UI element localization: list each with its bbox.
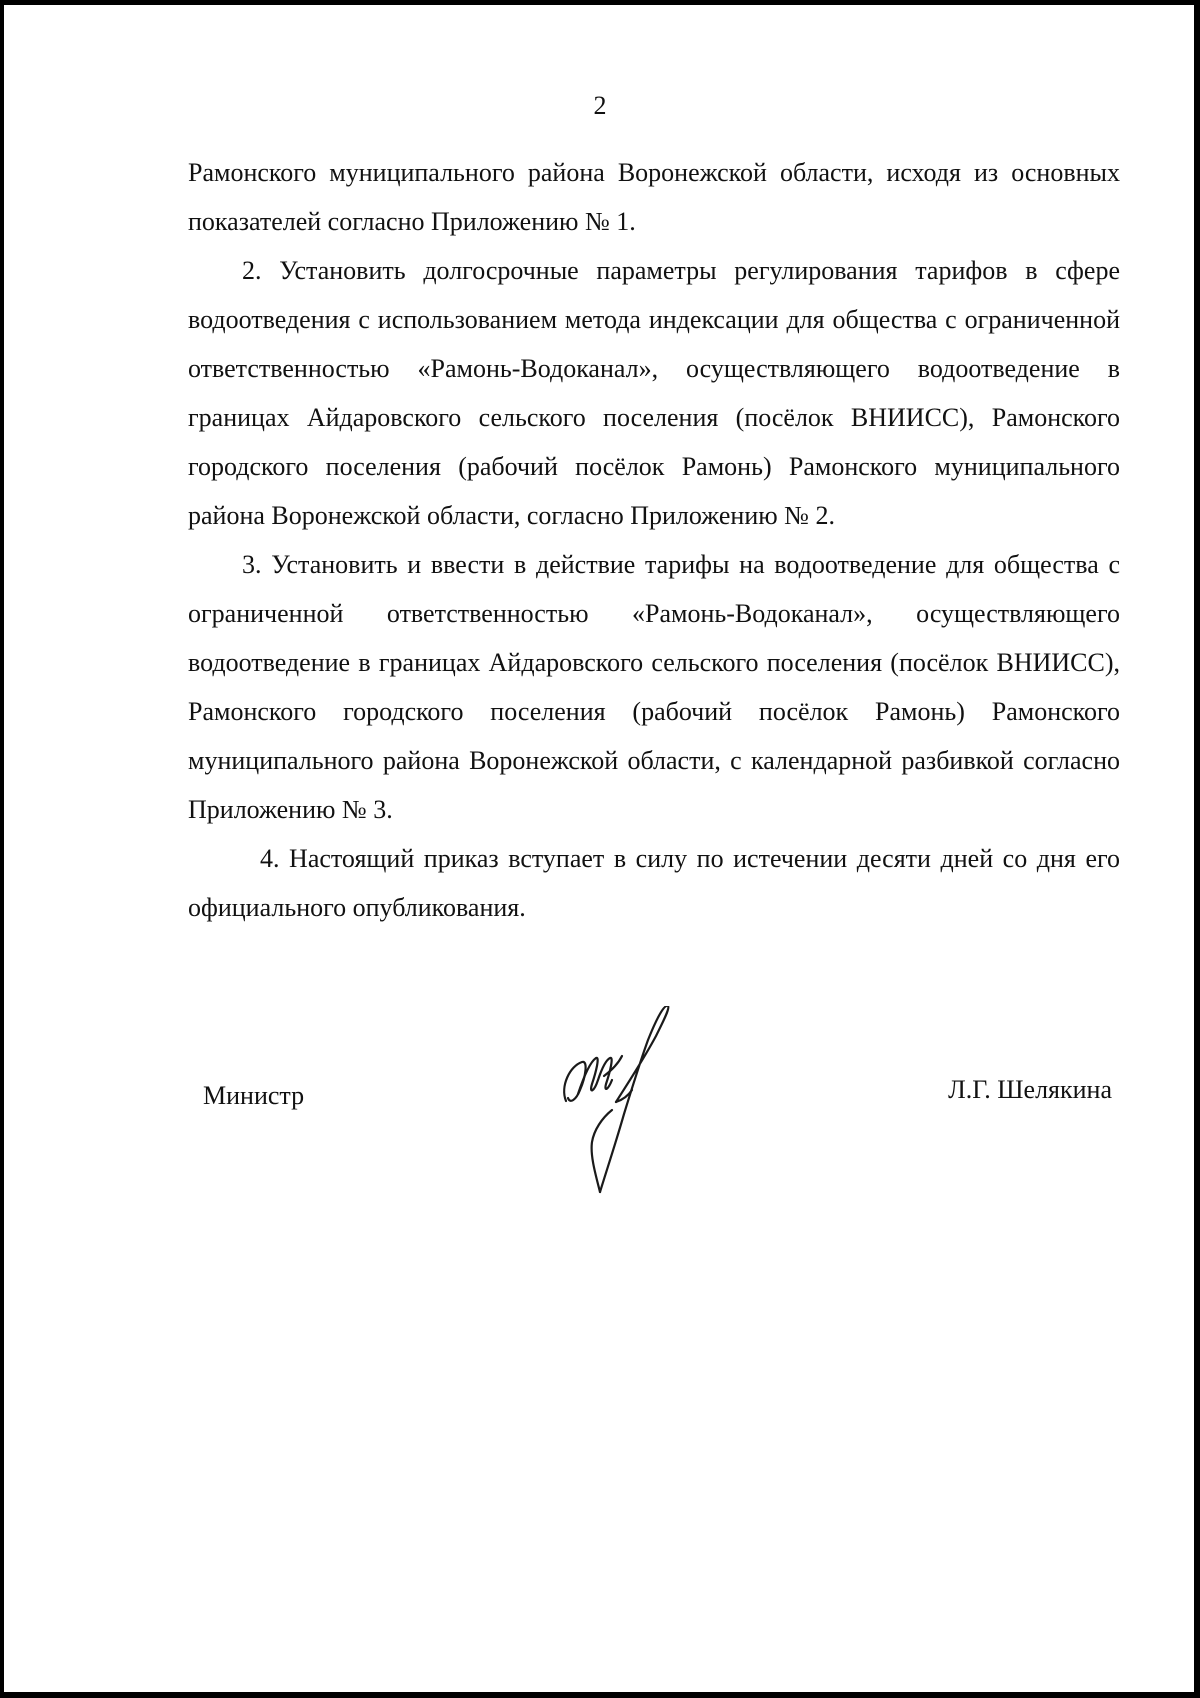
scan-border-top [0,0,1200,5]
signatory-position: Министр [203,1081,305,1110]
signatory-name: Л.Г. Шелякина [948,1075,1112,1104]
document-body [188,148,1120,932]
scan-border-bottom [0,1692,1200,1698]
paragraph-item-2: 2. Установить долгосрочные параметры регулирования тарифов в сфере водоотведения с использованием метода индексации для общества с ограниченной ответственностью «Рамонь-Водоканал», осуществляющего водоотведение в границах Айдаровского сельского поселения (посёлок ВНИИСС), Рамонского городского поселения (рабочий посёлок Рамонь) Рамонского муниципального района Воронежской области, согласно Приложению № 2. [188,256,1120,530]
scan-border-left [0,0,4,1698]
handwritten-signature [556,1006,716,1196]
paragraph-item-3: 3. Установить и ввести в действие тарифы на водоотведение для общества с ограниченной ответственностью «Рамонь-Водоканал», осуществляющего водоотведение в границах Айдаровского сельского поселения (посёлок ВНИИСС), Рамонского городского поселения (рабочий посёлок Рамонь) Рамонского муниципального района Воронежской области, с календарной разбивкой согласно Приложению № 3. [188,550,1120,824]
paragraph-continuation: Рамонского муниципального района Воронежской области, исходя из основных показателей согласно Приложению № 1. [188,158,1120,236]
paragraph-item-4: 4. Настоящий приказ вступает в силу по истечении десяти дней со дня его официального опубликования. [188,844,1120,922]
scan-border-right [1194,0,1200,1698]
page-number: 2 [593,91,607,120]
